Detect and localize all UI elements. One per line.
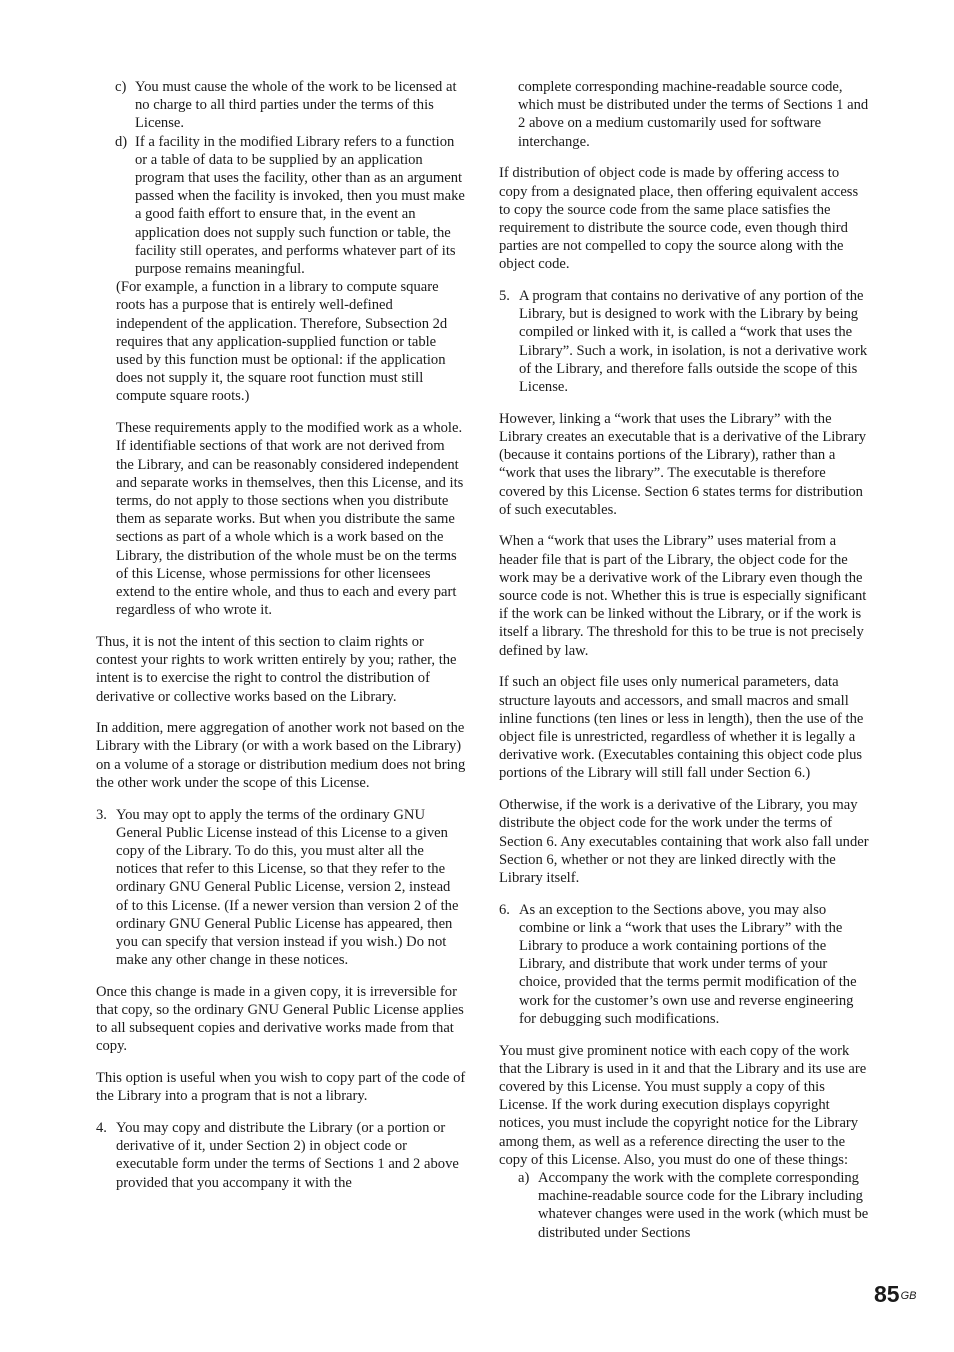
otherwise-paragraph: Otherwise, if the work is a derivative of the Library, you may distribute the object code for the work under the terms of Section 6. Any executables containing that work also fall under Section 6, whether or not they are linked directly with the Library itself. [499,797,869,886]
list-item-text: If a facility in the modified Library refers to a function or a table of data to be supplied by an application program that uses the facility, other than as an argument passed when the facility is invoked, then you must make a good faith effort to ensure that, in the event an application does not supply such function or table, the facility still operates, and performs whatever part of its purpose remains meaningful. [135,133,465,278]
header-file-paragraph: When a “work that uses the Library” uses material from a header file that is part of the Library, the object code for the work may be a derivative work of the Library even though the source code is not. Whether this is true is especially significant if the work can be linked without the Library, or if the work is itself a library. The threshold for this to be true is not precisely defined by law. [499,533,867,659]
section-5 [499,287,869,396]
section-3 [96,806,466,970]
section-text: You may opt to apply the terms of the ordinary GNU General Public License instead of this License to a given copy of the Library. To do this, you must alter all the notices that refer to this License, so that they refer to the ordinary GNU General Public License, version 2, instead of to this License. (If a newer version than version 2 of the ordinary GNU General Public License has appeared, then you can specify that version instead if you wish.) Do not make any other change in these notices. [116,806,459,969]
section-marker: 5. [499,288,510,305]
list-marker: c) [115,79,127,95]
list-marker: a) [518,1169,530,1186]
list-item-a [499,1169,869,1242]
section-text: A program that contains no derivative of any portion of the Library, but is designed to work with the Library by being compiled or linked with it, is called a “work that uses the Library”. Such a work, in isolation, is not a derivative work of the Library, and therefore falls outside the scope of this License. [519,288,868,396]
list-item-c [96,78,466,133]
section-marker: 6. [499,901,510,918]
aggregation-paragraph: In addition, mere aggregation of another work not based on the Library with the Library (or with a work based on the Library) on a volume of a storage or distribution medium does not bring the other work under the scope of this License. [96,720,466,791]
section-text: As an exception to the Sections above, you may also combine or link a “work that uses the Library” with the Library to produce a work containing portions of the Library, and distribute that work under terms of your choice, provided that the terms permit modification of the work for the customer’s own use and reverse engineering for debugging such modifications. [519,901,857,1027]
page-number [874,1280,917,1308]
example-paragraph: (For example, a function in a library to compute square roots has a purpose that is entirely well-defined independent of the application. Therefore, Subsection 2d requires that any application-supplied function or table used by this function must be optional: if the application does not supply it, the square root function must still compute square roots.) [116,279,448,405]
list-marker: d) [115,133,128,150]
option-paragraph: This option is useful when you wish to copy part of the code of the Library into a program that is not a library. [96,1070,466,1105]
list-item-text: Accompany the work with the complete corresponding machine-readable source code for the Library including whatever changes were used in the work (which must be distributed under Sections [538,1169,869,1241]
page-number-value: 85 [874,1281,900,1307]
page-number-suffix: GB [900,1290,917,1302]
intent-paragraph: Thus, it is not the intent of this section to claim rights or contest your rights to work written entirely by you; rather, the intent is to exercise the right to control the distribution of derivative or collective works based on the Library. [96,633,457,705]
object-file-paragraph: If such an object file uses only numerical parameters, data structure layouts and accessors, and small macros and small inline functions (ten lines or less in length), then the use of the object file is unrestricted, regardless of whether it is legally a derivative work. (Executables containing this object code plus portions of the Library will still fall under Section 6.) [499,674,864,782]
linking-paragraph: However, linking a “work that uses the Library” with the Library creates an executable that is a derivative of the Library (because it contains portions of the Library), rather than a “work that uses the library”. The executable is therefore covered by this License. Section 6 states terms for distribution of such executables. [499,410,867,518]
object-code-paragraph: If distribution of object code is made by offering access to copy from a designated place, then offering equivalent access to copy the source code from the same place satisfies the requirement to distribute the source code, even though third parties are not compelled to copy the source along with the object code. [499,165,859,273]
list-item-text: You must cause the whole of the work to be licensed at no charge to all third parties under the terms of this License. [135,79,457,132]
list-item-d [96,133,466,279]
section-4 [96,1119,466,1192]
left-column [96,78,466,1192]
requirements-paragraph: These requirements apply to the modified work as a whole. If identifiable sections of that work are not derived from the Library, and can be reasonably considered independent and separate works in themselves, then this License, and its terms, do not apply to those sections when you distribute them as separate works. But when you distribute the same sections as part of a whole which is a work based on the Library, the distribution of the whole must be on the terms of this License, whose permissions for other licensees extend to the entire whole, and thus to each and every part regardless of who wrote it. [116,420,464,619]
section-6 [499,901,869,1028]
section-marker: 4. [96,1120,107,1137]
section-text: You may copy and distribute the Library (or a portion or derivative of it, under Section 2) in object code or executable form under the terms of Sections 1 and 2 above provided that you accompany it with the [116,1120,459,1191]
right-column [499,78,869,1242]
irreversible-paragraph: Once this change is made in a given copy, it is irreversible for that copy, so the ordinary GNU General Public License applies to all subsequent copies and derivative works made from that copy. [96,983,464,1055]
section-marker: 3. [96,806,107,823]
section-4-continuation: complete corresponding machine-readable source code, which must be distributed under the terms of Sections 1 and 2 above on a medium customarily used for software interchange. [518,79,869,150]
notice-paragraph: You must give prominent notice with each copy of the work that the Library is used in it and that the Library and its use are covered by this License. You must supply a copy of this License. If the work during execution displays copyright notices, you must include the copyright notice for the Library among them, as well as a reference directing the user to the copy of this License. Also, you must do one of these things: [499,1042,867,1168]
